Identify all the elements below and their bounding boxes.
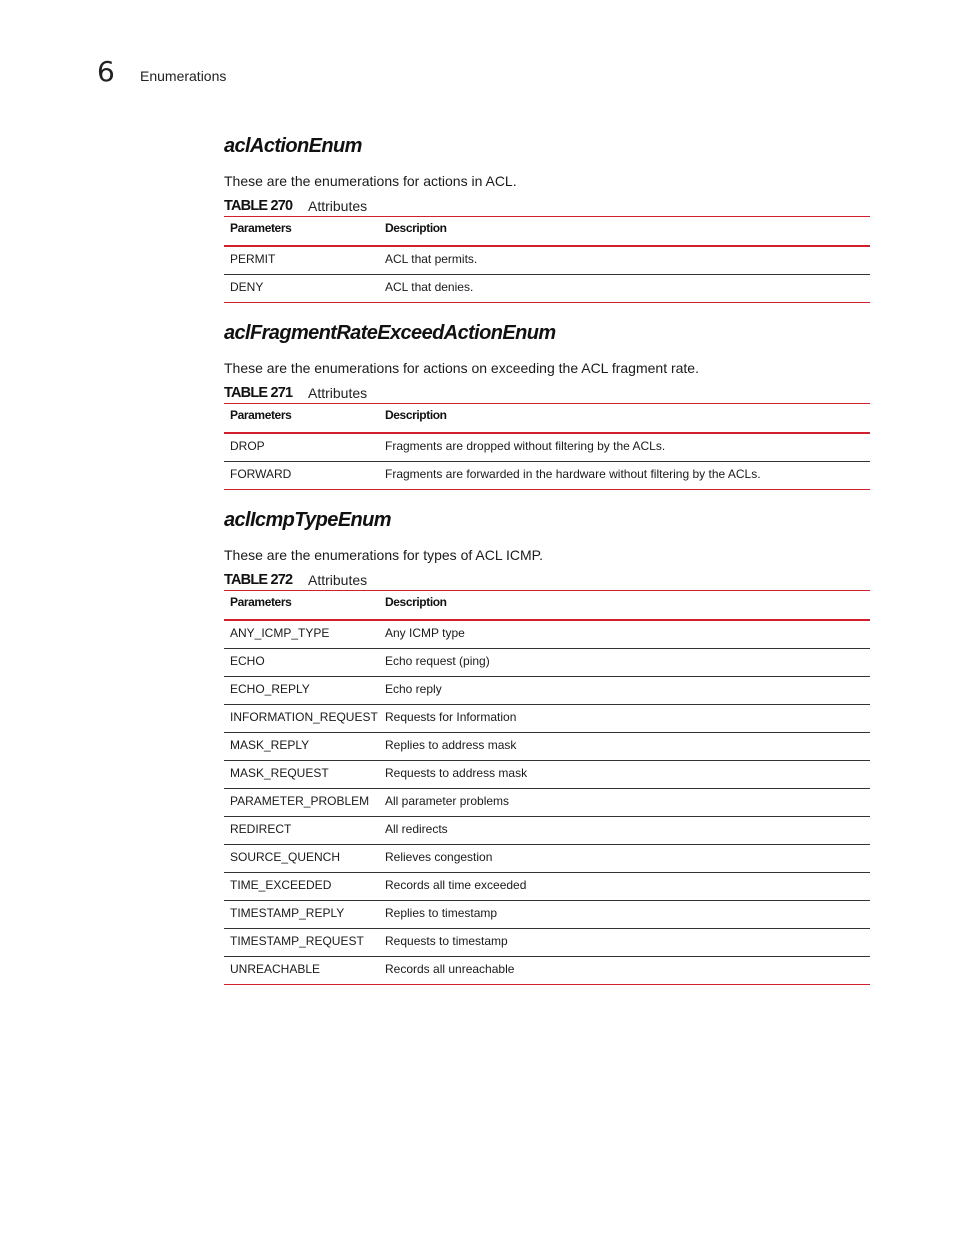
table-caption [224,383,870,403]
section-intro: These are the enumerations for actions on exceeding the ACL fragment rate. [224,360,699,376]
chapter-title: Enumerations [140,68,227,84]
table-row [224,957,870,985]
table-header-row [224,591,870,621]
table-header-row [224,404,870,434]
parameter-cell: PARAMETER_PROBLEM [224,789,379,817]
section-acl-icmp-type-enum [224,507,870,985]
parameter-cell: REDIRECT [224,817,379,845]
description-cell: Replies to address mask [379,733,870,761]
description-cell: Echo request (ping) [379,649,870,677]
table-row [224,246,870,275]
section-intro: These are the enumerations for actions in ACL. [224,173,517,189]
description-cell: Echo reply [379,677,870,705]
description-cell: Relieves congestion [379,845,870,873]
description-cell: Requests to address mask [379,761,870,789]
parameter-cell: ECHO [224,649,379,677]
parameter-cell: MASK_REQUEST [224,761,379,789]
parameter-cell: PERMIT [230,252,276,266]
table-header-row [224,217,870,247]
description-cell: All redirects [379,817,870,845]
table-title: Attributes [308,385,368,401]
table-title: Attributes [308,572,368,588]
column-header-parameters: Parameters [224,217,379,247]
parameter-cell: SOURCE_QUENCH [224,845,379,873]
column-header-description: Description [379,591,870,621]
column-header-description: Description [379,404,870,434]
table-row [224,873,870,901]
parameter-cell: TIMESTAMP_REQUEST [224,929,379,957]
description-cell: Requests for Information [379,705,870,733]
description-cell: ACL that denies. [379,275,870,303]
table-row [224,733,870,761]
description-cell: Fragments are forwarded in the hardware without filtering by the ACLs. [379,462,870,490]
section-title: aclActionEnum [224,135,362,157]
attributes-table [224,216,870,303]
column-header-description: Description [379,217,870,247]
table-title: Attributes [308,198,368,214]
parameter-cell: TIME_EXCEEDED [224,873,379,901]
section-acl-fragment-rate-exceed-action-enum [224,320,870,490]
section-title: aclIcmpTypeEnum [224,509,391,531]
column-header-parameters: Parameters [224,591,379,621]
description-cell: All parameter problems [379,789,870,817]
parameter-cell: DROP [230,439,265,453]
table-row [224,705,870,733]
table-label: TABLE 271 [224,385,293,401]
table-row [224,817,870,845]
description-cell: Records all time exceeded [379,873,870,901]
parameter-cell: UNREACHABLE [224,957,379,985]
parameter-cell: TIMESTAMP_REPLY [224,901,379,929]
parameter-cell: FORWARD [224,462,379,490]
table-row [224,761,870,789]
table-row [224,649,870,677]
section-title: aclFragmentRateExceedActionEnum [224,322,556,344]
table-row [224,845,870,873]
section-intro: These are the enumerations for types of ACL ICMP. [224,547,544,563]
table-caption [224,196,870,216]
table-caption [224,570,870,590]
table-row [224,275,870,303]
description-cell: Requests to timestamp [379,929,870,957]
description-cell: Any ICMP type [385,626,465,640]
parameter-cell: MASK_REPLY [224,733,379,761]
table-row [224,462,870,490]
column-header-parameters: Parameters [224,404,379,434]
table-row [224,901,870,929]
attributes-table [224,403,870,490]
table-label: TABLE 270 [224,198,293,214]
parameter-cell: DENY [224,275,379,303]
page-header [97,54,226,90]
section-acl-action-enum [224,133,870,303]
parameter-cell: ECHO_REPLY [224,677,379,705]
table-row [224,677,870,705]
attributes-table [224,590,870,985]
description-cell: Fragments are dropped without filtering by the ACLs. [385,439,666,453]
table-row [224,620,870,649]
chapter-number: 6 [97,55,115,88]
table-label: TABLE 272 [224,572,293,588]
description-cell: ACL that permits. [385,252,478,266]
description-cell: Replies to timestamp [379,901,870,929]
description-cell: Records all unreachable [379,957,870,985]
parameter-cell: INFORMATION_REQUEST [224,705,379,733]
table-row [224,433,870,462]
table-row [224,789,870,817]
table-row [224,929,870,957]
parameter-cell: ANY_ICMP_TYPE [230,626,330,640]
